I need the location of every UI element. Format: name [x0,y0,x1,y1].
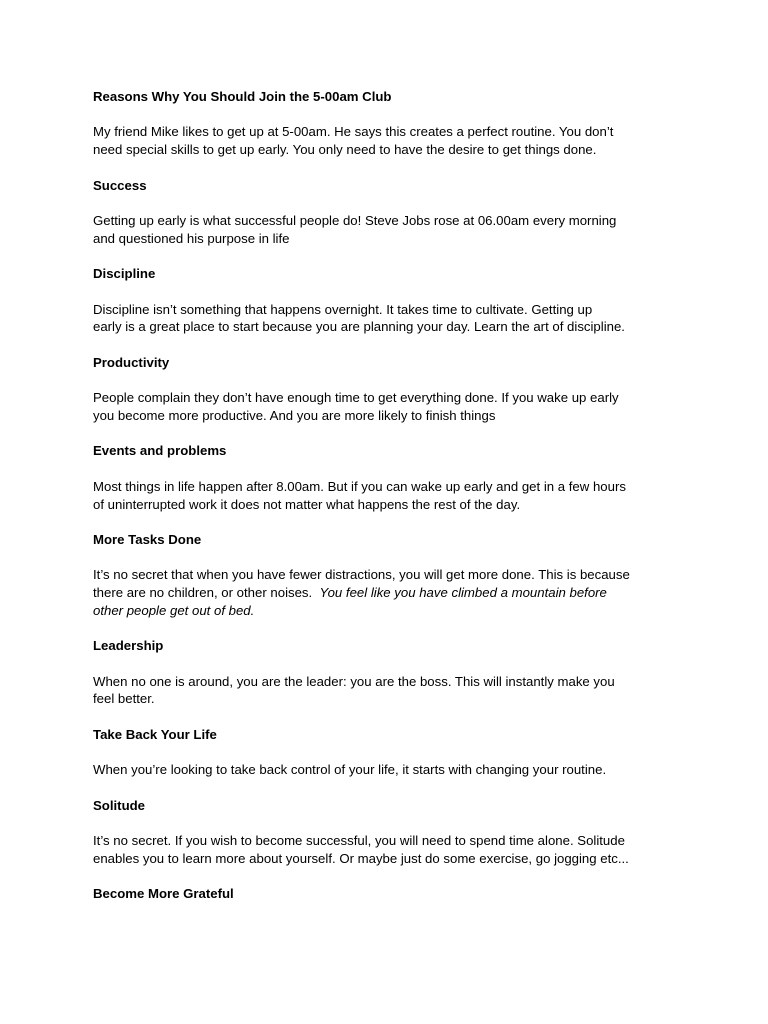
section-paragraph-productivity [93,389,683,425]
paragraph-line: It’s no secret that when you have fewer distractions, you will get more done. This is because [93,567,630,583]
italic-text: You feel like you have climbed a mountain before [319,585,607,601]
section-paragraph-success [93,212,683,248]
paragraph-line: It’s no secret. If you wish to become successful, you will need to spend time alone. Solitude [93,833,625,849]
intro-line: need special skills to get up early. You only need to have the desire to get things done. [93,142,597,158]
paragraph-line: Discipline isn’t something that happens overnight. It takes time to cultivate. Getting up [93,301,593,317]
paragraph-line: Getting up early is what successful people do! Steve Jobs rose at 06.00am every morning [93,212,617,228]
section-paragraph-solitude [93,832,683,868]
document-page [93,88,683,921]
section-paragraph-more-tasks [93,566,683,619]
section-heading-more-tasks: More Tasks Done [93,531,202,547]
paragraph-line: you become more productive. And you are more likely to finish things [93,407,496,423]
paragraph-line: Most things in life happen after 8.00am. But if you can wake up early and get in a few hours [93,478,626,494]
paragraph-line: other people get out of bed. [93,602,255,618]
section-heading-events: Events and problems [93,443,227,459]
section-heading-success: Success [93,177,147,193]
section-heading-solitude: Solitude [93,797,146,813]
paragraph-line: When you’re looking to take back control of your life, it starts with changing your routine. [93,762,607,778]
paragraph-line [93,584,683,602]
paragraph-line: When no one is around, you are the leader: you are the boss. This will instantly make you [93,673,615,689]
section-paragraph-leadership [93,673,683,709]
section-heading-grateful: Become More Grateful [93,886,234,902]
plain-text: there are no children, or other noises. [93,585,320,601]
section-paragraph-take-back [93,761,683,779]
intro-paragraph [93,123,683,159]
section-paragraph-events [93,478,683,514]
paragraph-line: enables you to learn more about yourself. Or maybe just do some exercise, go jogging etc... [93,850,629,866]
paragraph-line: People complain they don’t have enough time to get everything done. If you wake up early [93,390,619,406]
paragraph-line: of uninterrupted work it does not matter what happens the rest of the day. [93,496,521,512]
intro-line: My friend Mike likes to get up at 5-00am. He says this creates a perfect routine. You don’t [93,124,614,140]
section-paragraph-discipline [93,301,683,337]
document-title: Reasons Why You Should Join the 5-00am Club [93,89,392,104]
section-heading-take-back: Take Back Your Life [93,726,217,742]
section-heading-productivity: Productivity [93,354,170,370]
paragraph-line: early is a great place to start because you are planning your day. Learn the art of discipline. [93,319,625,335]
paragraph-line: and questioned his purpose in life [93,230,290,246]
section-heading-leadership: Leadership [93,638,164,654]
section-heading-discipline: Discipline [93,266,156,282]
paragraph-line: feel better. [93,691,155,707]
